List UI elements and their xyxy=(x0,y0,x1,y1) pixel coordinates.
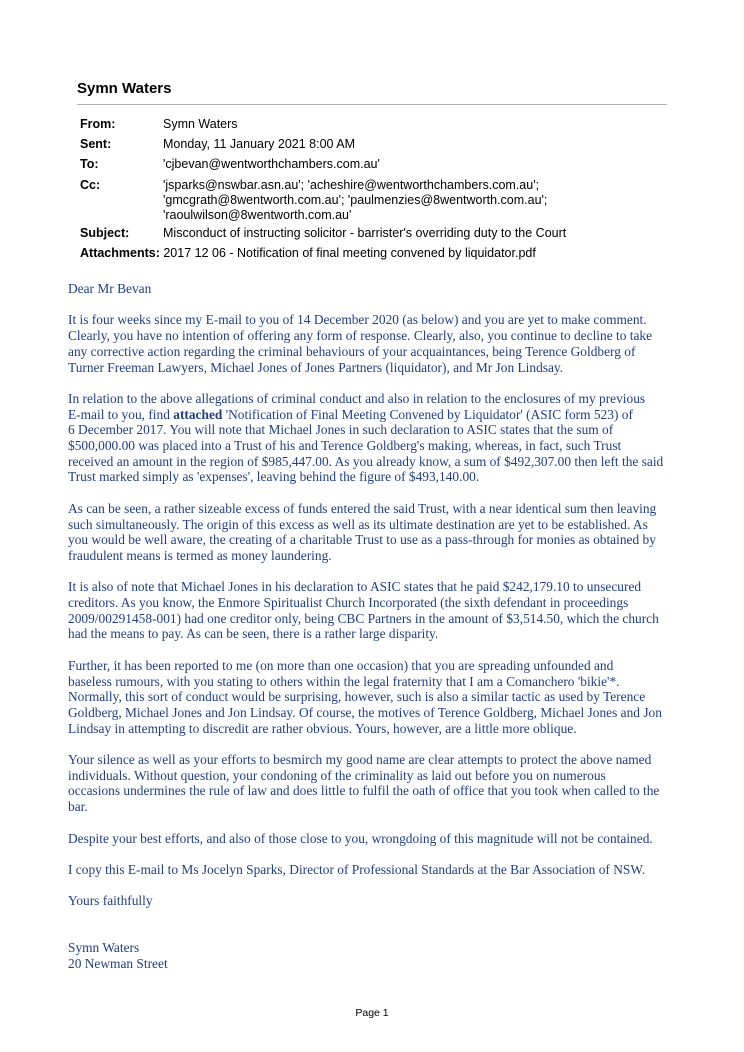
signature-address: 20 Newman Street xyxy=(68,956,168,972)
paragraph-5 xyxy=(68,658,683,737)
text-line: creditors. As you know, the Enmore Spiritualist Church Incorporated (the sixth defendant in proceedings xyxy=(68,595,629,610)
text-line: had the means to pay. As can be seen, there is a rather large disparity. xyxy=(68,626,439,642)
text-line: As can be seen, a rather sizeable excess of funds entered the said Trust, with a near identical sum then leaving xyxy=(68,500,657,516)
attached-emphasis: attached xyxy=(173,406,223,422)
to-label: To: xyxy=(80,157,99,171)
attachments-label: Attachments: xyxy=(80,246,160,260)
text-line: It is four weeks since my E-mail to you of 14 December 2020 (as below) and you are yet to make comment. xyxy=(68,312,647,328)
paragraph-6 xyxy=(68,752,683,815)
cc-line: 'jsparks@nswbar.asn.au'; 'acheshire@wentworthchambers.com.au'; xyxy=(163,178,540,192)
closing: Yours faithfully xyxy=(68,893,153,909)
text-line: E-mail to you, find attached 'Notification of Final Meeting Convened by Liquidator' (ASIC form 523) of xyxy=(68,406,633,422)
email-body xyxy=(68,281,683,972)
text-line: any corrective action regarding the criminal behaviours of your acquaintances, being Terence Goldberg of xyxy=(68,343,636,359)
text-line: 2009/00291458-001) had one creditor only, being CBC Partners in the amount of $3,514.50, which the church xyxy=(68,610,659,626)
cc-value xyxy=(163,178,547,223)
text-line: 6 December 2017. You will note that Michael Jones in such declaration to ASIC states that the sum of xyxy=(68,422,614,438)
text-line: Further, it has been reported to me (on more than one occasion) that you are spreading unfounded and xyxy=(68,657,614,673)
paragraph-7: Despite your best efforts, and also of those close to you, wrongdoing of this magnitude will not be contained. xyxy=(68,830,653,846)
paragraph-8: I copy this E-mail to Ms Jocelyn Sparks, Director of Professional Standards at the Bar Association of NSW. xyxy=(68,861,646,877)
text-line: received an amount in the region of $985,447.00. As you already know, a sum of $492,307.00 then left the said xyxy=(68,453,664,469)
text-line: Lindsay in attempting to discredit are rather obvious. Yours, however, are a little more oblique. xyxy=(68,720,577,736)
from-label: From: xyxy=(80,117,116,131)
cc-label: Cc: xyxy=(80,178,101,192)
text-line: Your silence as well as your efforts to besmirch my good name are clear attempts to protect the above named xyxy=(68,752,652,767)
cc-line: 'raoulwilson@8wentworth.com.au' xyxy=(163,208,352,222)
greeting: Dear Mr Bevan xyxy=(68,281,152,296)
subject-value: Misconduct of instructing solicitor - barrister's overriding duty to the Court xyxy=(163,226,567,240)
text-line: baseless rumours, with you stating to others within the legal fraternity that I am a Comanchero 'bikie'*. xyxy=(68,673,620,689)
text-line: fraudulent means is termed as money laundering. xyxy=(68,547,332,563)
text-line: you would be well aware, the creating of a charitable Trust to use as a pass-through for monies as obtained by xyxy=(68,532,656,548)
text-line: Normally, this sort of conduct would be surprising, however, such is also a similar tactic as used by Terence xyxy=(68,689,646,705)
paragraph-4 xyxy=(68,579,683,642)
subject-label: Subject: xyxy=(80,226,130,240)
text-line: Clearly, you have no intention of offering any form of response. Clearly, also, you continue to decline to take xyxy=(68,328,653,344)
from-value: Symn Waters xyxy=(163,117,238,131)
text-line: In relation to the above allegations of criminal conduct and also in relation to the enclosures of my previous xyxy=(68,390,646,406)
signature-name: Symn Waters xyxy=(68,940,140,956)
sender-title: Symn Waters xyxy=(77,80,172,97)
text-line: occasions undermines the rule of law and does little to fulfil the oath of office that you took when called to the xyxy=(68,783,660,799)
sent-label: Sent: xyxy=(80,137,112,151)
cc-line: 'gmcgrath@8wentworth.com.au'; 'paulmenzies@8wentworth.com.au'; xyxy=(163,193,548,207)
text-line: Trust marked simply as 'expenses', leaving behind the figure of $493,140.00. xyxy=(68,469,480,485)
to-value: 'cjbevan@wentworthchambers.com.au' xyxy=(163,157,380,171)
header-divider xyxy=(77,104,667,105)
attachments-row xyxy=(80,246,536,260)
text-line: It is also of note that Michael Jones in his declaration to ASIC states that he paid $242,179.10 to unsecured xyxy=(68,579,642,595)
page-number: Page 1 xyxy=(355,1007,389,1019)
text-line: Goldberg, Michael Jones and Jon Lindsay. Of course, the motives of Terence Goldberg, Michael Jones and Jon xyxy=(68,704,662,720)
text-line: $500,000.00 was placed into a Trust of his and Terence Goldberg's making, whereas, in fact, such Trust xyxy=(68,438,622,453)
text-line: individuals. Without question, your condoning of the criminality as laid out before you on numerous xyxy=(68,767,606,783)
sent-value: Monday, 11 January 2021 8:00 AM xyxy=(163,137,356,151)
text-line: such simultaneously. The origin of this excess as well as its ultimate destination are yet to be established. As xyxy=(68,516,648,532)
paragraph-1 xyxy=(68,312,683,375)
paragraph-3 xyxy=(68,501,683,564)
paragraph-2 xyxy=(68,391,683,485)
text-line: bar. xyxy=(68,799,88,815)
attachment-link[interactable]: 2017 12 06 - Notification of final meeting convened by liquidator.pdf xyxy=(163,246,536,260)
text-line: Turner Freeman Lawyers, Michael Jones of Jones Partners (liquidator), and Mr Jon Lindsay. xyxy=(68,359,564,375)
